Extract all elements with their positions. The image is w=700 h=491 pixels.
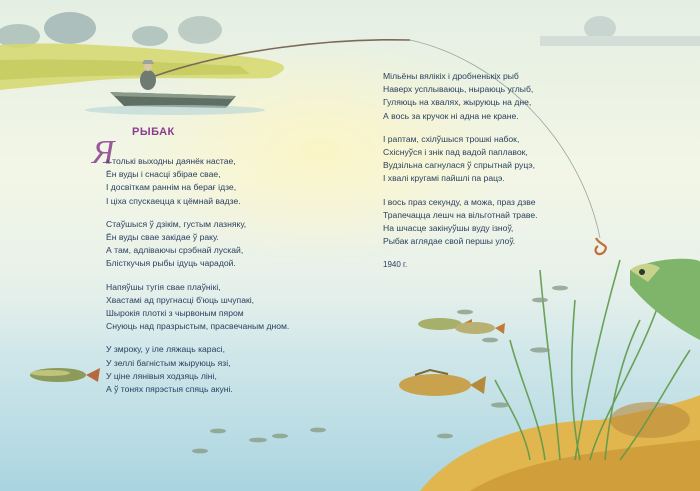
poem-line: А ў тонях пярэстыя спяць акуні. — [106, 384, 233, 395]
stanza — [383, 196, 538, 249]
drop-cap: Я — [92, 134, 115, 171]
stanza — [106, 281, 289, 334]
poem-line: Наверх усплываюць, ныраюць углыб, — [383, 84, 534, 95]
poem-line: Хвастамі ад пругнасці б'юць шчупакі, — [106, 294, 255, 305]
poem-line: Вудзільна сагнулася ў спрытнай руцэ, — [383, 160, 536, 171]
poem-line: Блісткучыя рыбы ідуць чарадой. — [106, 258, 236, 269]
poem-line: І раптам, схілўшыся трошкі набок, — [383, 133, 520, 144]
poem-line: Мільёны вялікіх і дробненькіх рыб — [383, 71, 519, 81]
poem-line: У ціне лянівыя ходзяць ліні, — [106, 370, 217, 381]
poem-date: 1940 г. — [383, 260, 408, 270]
poem-line: Рыбак аглядае свой першы улоў. — [383, 236, 516, 247]
poem-line: Гуляюць на хвалях, жыруюць на дне, — [383, 97, 532, 108]
poem-line: У змроку, у іле ляжаць карасі, — [106, 344, 225, 355]
stanza — [106, 155, 289, 208]
poem-line: А вось за кручок ні адна не кране. — [383, 110, 519, 121]
poem-right-column — [383, 70, 538, 272]
poem-line: І хвалі кругамі пайшлі па рацэ. — [383, 173, 505, 184]
poem-line: Шырокія плоткі з чырвоным пяром — [106, 308, 244, 319]
stanza — [106, 218, 289, 271]
poem-line: Трапечацца лешч на вільготнай траве. — [383, 209, 538, 220]
poem-line: І вось праз секунду, а можа, праз дзве — [383, 196, 536, 207]
poem-line: І досвіткам раннім на берағ ідзе, — [106, 182, 237, 193]
poem-line: І ціха спускаецца к цёмнай вадзе. — [106, 195, 241, 206]
poem-line: к толькі выходны даянёк настае, — [106, 156, 236, 166]
stanza — [383, 70, 538, 123]
poem-line: Ён вуды і снасці збірае свае, — [106, 169, 221, 180]
poem-title: РЫБАК — [132, 126, 175, 138]
poem-line: Схіснуўся і знік пад вадой паплавок, — [383, 147, 528, 158]
stanza — [106, 343, 289, 396]
poem-line: Напяўшы тугія свае плаўнікі, — [106, 281, 221, 292]
poem-line: На шчасце закінуўшы вуду ізноў, — [383, 223, 514, 234]
poem-left-column — [106, 155, 289, 406]
poem-line: Снуюць над празрыстым, прасвечаным дном. — [106, 321, 290, 332]
stanza — [383, 133, 538, 186]
poem-line: Стаўшыся ў дзікім, густым лазняку, — [106, 218, 247, 229]
poem-line: У зеллі багністым жыруюць язі, — [106, 357, 231, 368]
poem-line: Ён вуды свае закідае ў раку. — [106, 232, 219, 243]
poem-line: А там, адліваючы срэбнай лускай, — [106, 245, 244, 256]
